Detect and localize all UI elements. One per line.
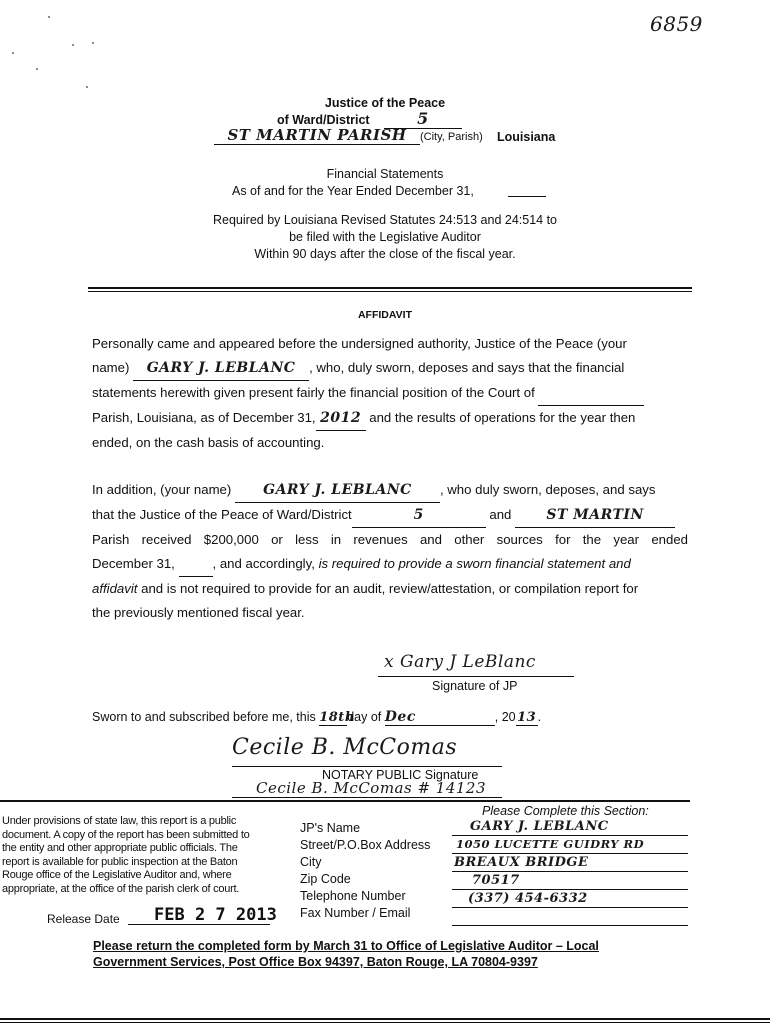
notice-line: Under provisions of state law, this report is a public bbox=[2, 815, 237, 827]
req-line1: Required by Louisiana Revised Statutes 24:513 and 24:514 to bbox=[213, 213, 557, 227]
scan-speck bbox=[72, 44, 74, 46]
value-jp-name: GARY J. LEBLANC bbox=[452, 818, 688, 836]
p2-d-prefix: December 31, bbox=[92, 556, 175, 571]
p2-line-b bbox=[92, 503, 688, 528]
p2-line-c: Parish received $200,000 or less in revenues and other sources for the year ended bbox=[92, 532, 688, 547]
jp-signature: x Gary J LeBlanc bbox=[384, 652, 536, 672]
parish-value: ST MARTIN PARISH bbox=[214, 126, 420, 145]
p2-b-and: and bbox=[489, 507, 512, 522]
value-city: BREAUX BRIDGE bbox=[452, 854, 688, 872]
contact-heading: Please Complete this Section: bbox=[482, 804, 649, 818]
year-field-1: 2012 bbox=[316, 406, 366, 431]
value-phone: (337) 454-6332 bbox=[452, 890, 688, 908]
p2-a-prefix: In addition, (your name) bbox=[92, 482, 232, 497]
p1-d-prefix: Parish, Louisiana, as of December 31, bbox=[92, 410, 316, 425]
notice-line: the entity and other appropriate public officials. The bbox=[2, 842, 238, 854]
notary-signature-line bbox=[232, 766, 502, 767]
sworn-line: Sworn to and subscribed before me, this 18thday of Dec , 2013. bbox=[92, 709, 542, 725]
year-blank bbox=[508, 196, 546, 197]
notice-line: appropriate, at the office of the parish clerk of court. bbox=[2, 882, 240, 895]
affidavit-paragraph-2 bbox=[92, 478, 688, 625]
bottom-rule bbox=[0, 1018, 770, 1020]
value-address: 1050 LUCETTE GUIDRY RD bbox=[452, 836, 688, 854]
p2-line-e bbox=[92, 577, 688, 601]
scan-speck bbox=[36, 68, 38, 70]
scan-speck bbox=[86, 86, 88, 88]
jp-signature-line bbox=[378, 676, 574, 677]
sworn-day: 18th bbox=[319, 710, 355, 725]
fs-line2: As of and for the Year Ended December 31, bbox=[232, 184, 474, 198]
label-address: Street/P.O.Box Address bbox=[300, 838, 431, 852]
sworn-prefix: Sworn to and subscribed before me, this bbox=[92, 710, 316, 724]
affidavit-title: AFFIDAVIT bbox=[357, 309, 413, 321]
fs-line1: Financial Statements bbox=[326, 167, 444, 181]
sworn-dayof: day of bbox=[347, 710, 382, 724]
jp-signature-label: Signature of JP bbox=[432, 679, 518, 693]
jp-name-field-2: GARY J. LEBLANC bbox=[235, 478, 440, 503]
req-line3: Within 90 days after the close of the fiscal year. bbox=[254, 247, 516, 261]
p1-line-c bbox=[92, 381, 688, 406]
contact-values bbox=[452, 818, 688, 926]
return-instruction-line2: Government Services, Post Office Box 94397, Baton Rouge, LA 70804-9397 bbox=[93, 955, 538, 969]
public-notice bbox=[2, 815, 292, 896]
p2-line-f: the previously mentioned fiscal year. bbox=[92, 605, 305, 620]
p1-d-suffix: and the results of operations for the year then bbox=[369, 410, 636, 425]
sworn-month: Dec bbox=[385, 709, 495, 726]
release-date-line bbox=[128, 924, 270, 925]
return-instruction-line1: Please return the completed form by March 31 to Office of Legislative Auditor – Local bbox=[93, 939, 599, 953]
p2-b-prefix: that the Justice of the Peace of Ward/District bbox=[92, 507, 352, 522]
contact-labels bbox=[300, 820, 430, 922]
court-of-blank bbox=[538, 381, 644, 406]
p2-line-d bbox=[92, 552, 688, 577]
scan-speck bbox=[92, 42, 94, 44]
p1-line-d bbox=[92, 406, 688, 431]
scan-speck bbox=[12, 52, 14, 54]
value-zip: 70517 bbox=[452, 872, 688, 890]
req-line2: be filed with the Legislative Auditor bbox=[289, 230, 481, 244]
label-city: City bbox=[300, 855, 322, 869]
notice-line: report is available for public inspection at the Baton bbox=[2, 855, 238, 868]
city-parish-label: (City, Parish) bbox=[420, 131, 483, 143]
p1-line-b bbox=[92, 356, 688, 381]
p1-line-a: Personally came and appeared before the undersigned authority, Justice of the Peace (your bbox=[92, 336, 627, 351]
p1-line-e: ended, on the cash basis of accounting. bbox=[92, 435, 325, 450]
notice-line: document. A copy of the report has been submitted to bbox=[2, 828, 250, 841]
scan-speck bbox=[48, 16, 50, 18]
p2-e-text: and is not required to provide for an audit, review/attestation, or compilation report for bbox=[141, 581, 639, 596]
label-jp-name: JP's Name bbox=[300, 821, 361, 835]
affidavit-paragraph-1 bbox=[92, 332, 688, 455]
p1-b-text: , who, duly sworn, deposes and says that the financial bbox=[309, 360, 625, 375]
form-title: Justice of the Peace bbox=[324, 96, 446, 110]
notice-line: Rouge office of the Legislative Auditor and, where bbox=[2, 869, 232, 881]
p2-line-a bbox=[92, 478, 688, 503]
notary-label: NOTARY PUBLIC Signature bbox=[322, 768, 479, 782]
p2-d-mid: , and accordingly, bbox=[212, 556, 315, 571]
p2-a-suffix: , who duly sworn, deposes, and says bbox=[439, 482, 656, 497]
release-date-label: Release Date bbox=[47, 912, 120, 926]
header-divider-thin bbox=[88, 291, 692, 292]
state-label: Louisiana bbox=[497, 130, 556, 144]
p1-c-text: statements herewith given present fairly the financial position of the Court of bbox=[92, 385, 535, 400]
sworn-year: 13 bbox=[517, 710, 537, 725]
p2-d-italic: is required to provide a sworn financial statement and bbox=[318, 556, 631, 571]
sworn-year-prefix: , 20 bbox=[494, 710, 516, 724]
header-divider bbox=[88, 287, 692, 289]
section-divider bbox=[0, 800, 690, 802]
bottom-rule-thin bbox=[0, 1022, 770, 1023]
release-date-stamp: FEB 2 7 2013 bbox=[154, 905, 277, 925]
ward-label: of Ward/District bbox=[277, 113, 370, 127]
p2-e-italic: affidavit bbox=[92, 581, 138, 596]
notary-signature: Cecile B. McComas bbox=[232, 735, 458, 760]
value-fax-email bbox=[452, 908, 688, 926]
ward-value: 5 bbox=[384, 109, 462, 129]
notary-printed-line bbox=[232, 797, 502, 798]
label-fax-email: Fax Number / Email bbox=[300, 906, 411, 920]
document-number: 6859 bbox=[650, 12, 703, 36]
jp-name-field-1: GARY J. LEBLANC bbox=[133, 356, 309, 381]
name-prefix: name) bbox=[92, 360, 130, 375]
label-phone: Telephone Number bbox=[300, 889, 406, 903]
year-blank-2 bbox=[179, 552, 213, 577]
notary-printed-name: Cecile B. McComas # 14123 bbox=[256, 779, 487, 797]
parish-field-2: ST MARTIN bbox=[515, 503, 675, 528]
label-zip: Zip Code bbox=[300, 872, 351, 886]
ward-field-2: 5 bbox=[352, 503, 486, 528]
